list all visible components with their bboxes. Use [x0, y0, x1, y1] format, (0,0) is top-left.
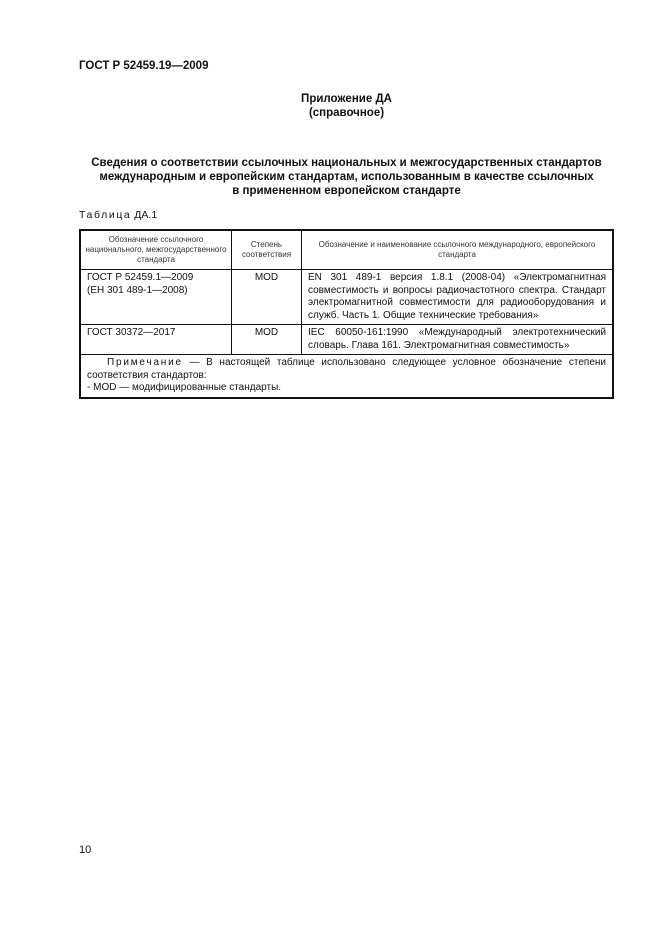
- table-caption-number: ДА.1: [134, 209, 158, 221]
- national-standard-code: ГОСТ Р 52459.1—2009: [87, 272, 194, 283]
- note-label: Примечание: [107, 357, 183, 368]
- table-caption: [79, 209, 157, 221]
- table-note-cell: [80, 355, 613, 398]
- note-text: — В настоящей таблице использовано следующее условное обозначение степени соответствия стандартов:: [87, 357, 606, 381]
- note-item: - MOD — модифицированные стандарты.: [87, 382, 282, 393]
- column-header-international: Обозначение и наименование ссылочного международного, европейского стандарта: [302, 230, 614, 270]
- table-header-row: [80, 230, 613, 270]
- national-standard-cell: [80, 325, 232, 355]
- international-standard-cell: IEC 60050-161:1990 «Международный электротехнический словарь. Глава 161. Электромагнитная совместимость»: [302, 325, 614, 355]
- section-title: [79, 156, 614, 198]
- table-row: [80, 270, 613, 325]
- international-standard-cell: EN 301 489-1 версия 1.8.1 (2008-04) «Электромагнитная совместимость и вопросы радиочастотного спектра. Стандарт электромагнитной совместимости для радиооборудования и служб. Часть 1. Общие технические требования»: [302, 270, 614, 325]
- appendix-subtitle: (справочное): [308, 107, 385, 119]
- appendix-title: Приложение ДА: [301, 93, 392, 105]
- national-standard-cell: [80, 270, 232, 325]
- degree-cell: MOD: [232, 270, 302, 325]
- degree-cell: MOD: [232, 325, 302, 355]
- national-standard-equivalent: (ЕН 301 489-1—2008): [87, 284, 188, 296]
- national-standard-code: ГОСТ 30372—2017: [87, 327, 176, 338]
- document-code: ГОСТ Р 52459.19—2009: [79, 60, 209, 72]
- table-caption-label: Таблица: [79, 209, 132, 221]
- section-title-line: международным и европейским стандартам, использованным в качестве ссылочных: [99, 171, 594, 183]
- column-header-degree: Степень соответствия: [232, 230, 302, 270]
- table-note-row: [80, 355, 613, 398]
- column-header-national: Обозначение ссылочного национального, межгосударственного стандарта: [80, 230, 232, 270]
- appendix-heading: [79, 92, 614, 120]
- standards-correspondence-table: [79, 229, 614, 399]
- table-row: [80, 325, 613, 355]
- section-title-line: Сведения о соответствии ссылочных национальных и межгосударственных стандартов: [91, 157, 602, 169]
- table-note: [87, 357, 606, 382]
- section-title-line: в примененном европейском стандарте: [232, 185, 461, 197]
- page-number: 10: [79, 844, 92, 856]
